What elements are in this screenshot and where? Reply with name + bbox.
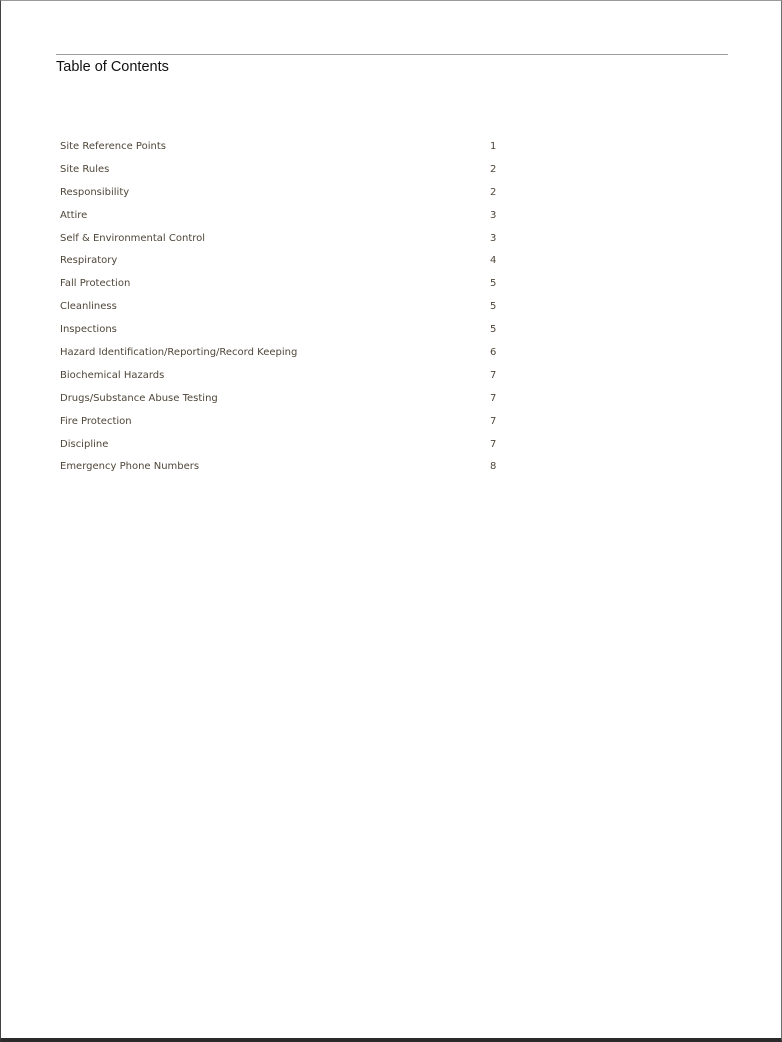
toc-entry-label: Cleanliness xyxy=(60,301,117,313)
toc-entry-label: Respiratory xyxy=(60,255,118,267)
toc-entry-page: 7 xyxy=(490,438,497,450)
toc-entry-page: 3 xyxy=(490,232,497,244)
toc-entry xyxy=(60,369,500,392)
toc-entry-label: Inspections xyxy=(60,324,117,336)
toc-entry xyxy=(60,140,500,163)
toc-entry xyxy=(60,254,500,277)
toc-entry-label: Site Rules xyxy=(60,163,110,175)
page-title: Table of Contents xyxy=(56,59,169,75)
toc-entry xyxy=(60,300,500,323)
toc-entry-page: 1 xyxy=(490,141,497,152)
toc-entry-page: 8 xyxy=(490,461,497,473)
toc-entry-label: Emergency Phone Numbers xyxy=(60,461,200,473)
toc-entry-page: 3 xyxy=(490,209,497,221)
toc-entry xyxy=(60,323,500,346)
toc-entry xyxy=(60,438,500,461)
toc-entry xyxy=(60,277,500,300)
toc-entry xyxy=(60,460,500,483)
toc-entry-page: 7 xyxy=(490,369,497,381)
toc-entry-label: Responsibility xyxy=(60,186,130,198)
toc-entry-page: 5 xyxy=(490,301,497,313)
toc-entry xyxy=(60,346,500,369)
toc-entry-page: 5 xyxy=(490,324,497,336)
toc-entry xyxy=(60,163,500,186)
toc-entry-page: 5 xyxy=(490,278,497,290)
toc-entry xyxy=(60,232,500,255)
toc-entry xyxy=(60,209,500,232)
toc-entry-label: Hazard Identification/Reporting/Record Keeping xyxy=(60,347,298,359)
toc-entry-label: Drugs/Substance Abuse Testing xyxy=(60,392,218,404)
toc-entry-page: 2 xyxy=(490,163,497,175)
toc-entry-label: Self & Environmental Control xyxy=(60,232,206,244)
toc-entry-label: Attire xyxy=(60,209,88,221)
toc-entry-page: 7 xyxy=(490,415,497,427)
toc-entry-page: 2 xyxy=(490,186,497,198)
toc-entry xyxy=(60,415,500,438)
toc-entry-label: Fire Protection xyxy=(60,415,132,427)
toc-entry-label: Discipline xyxy=(60,438,109,450)
header-rule xyxy=(56,54,728,55)
table-of-contents xyxy=(60,140,500,483)
toc-entry-label: Biochemical Hazards xyxy=(60,369,165,381)
toc-entry xyxy=(60,392,500,415)
toc-entry-page: 6 xyxy=(490,347,497,359)
toc-entry-page: 4 xyxy=(490,255,497,267)
toc-entry-page: 7 xyxy=(490,392,497,404)
toc-entry-label: Fall Protection xyxy=(60,278,131,290)
toc-entry xyxy=(60,186,500,209)
toc-entry-label: Site Reference Points xyxy=(60,141,166,152)
